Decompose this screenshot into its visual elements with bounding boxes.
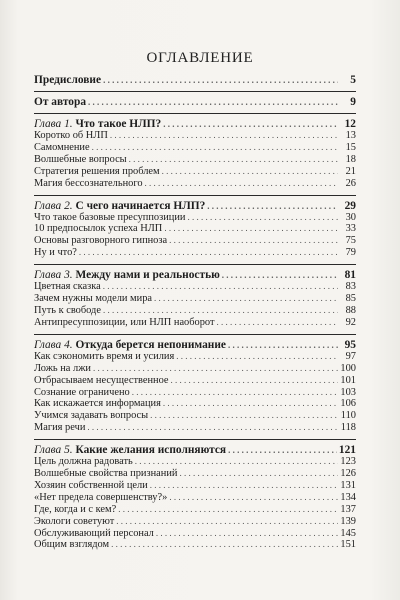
chapter-title: С чего начинается НЛП? [75,199,206,212]
dot-leader [135,456,338,468]
toc-subentry [34,539,356,551]
toc-page-number: 100 [340,362,356,374]
toc-entry-label: Учимся задавать вопросы [34,410,149,422]
toc-page-number: 79 [345,247,356,259]
toc-entry-label: Коротко об НЛП [34,130,108,141]
dot-leader [156,528,338,540]
section-divider [34,195,356,196]
toc-chapter-entry [34,269,356,281]
dot-leader [111,539,338,551]
toc-subentry [34,212,356,224]
toc-subentry [34,528,356,540]
dot-leader [228,444,337,456]
section-divider [34,113,356,114]
toc-subentry [34,504,356,516]
toc-subentry [34,235,356,247]
dot-leader [118,504,338,516]
toc-page-number: 92 [345,316,356,328]
toc-entry-label: Обслуживающий персонал [34,527,154,539]
dot-leader [179,468,338,480]
toc-page-number: 151 [340,539,356,551]
toc-entry-label [34,118,161,130]
toc-entry-label: Предисловие [34,74,102,86]
dot-leader [87,422,338,434]
toc-page-number: 97 [345,350,356,362]
toc-entry-label: Магия речи [34,422,86,434]
toc-subentry [34,398,356,410]
toc-subentry [34,456,356,468]
section-divider [34,334,356,335]
dot-leader [129,154,338,166]
toc-page-number: 9 [350,96,356,108]
dot-leader [228,339,338,351]
dot-leader [169,492,338,504]
toc-entry-label: От автора [34,96,87,108]
dot-leader [207,200,338,212]
toc-entry-label: Отбрасываем несущественное [34,374,169,386]
chapter-title: Какие желания исполняются [75,444,227,457]
toc-entry-label: Как искажается информация [34,398,161,410]
toc-page-number: 85 [345,293,356,305]
toc-entry-label: Волшебные свойства признаний [34,468,178,480]
toc-page-number: 121 [338,444,356,457]
toc-page-number: 29 [344,199,356,212]
toc-subentry [34,480,356,492]
toc-subentry [34,154,356,166]
toc-page-number: 106 [340,398,356,410]
toc-entry-label: Общим взглядом [34,539,110,551]
toc-page-number: 118 [340,422,356,434]
dot-leader [163,118,338,130]
toc-chapter-entry [34,339,356,351]
toc-entry-label: Самомнение [34,141,90,153]
dot-leader [176,351,338,363]
dot-leader [164,223,338,235]
toc-entry-label: Экологи советуют [34,515,115,527]
toc-entry-label: Хозяин собственной цели [34,479,148,491]
toc-page-number: 83 [345,281,356,293]
toc-subentry [34,492,356,504]
dot-leader [132,387,338,399]
dot-leader [103,281,338,293]
toc-subentry [34,178,356,190]
toc-page-number: 103 [340,386,356,398]
section-divider [34,91,356,92]
dot-leader [92,142,338,154]
toc-page-number: 123 [340,456,356,468]
toc-section-entry [34,74,356,86]
toc-entry-label: Ложь на лжи [34,362,91,374]
toc-page-number: 75 [345,235,356,247]
dot-leader [79,247,338,259]
dot-leader [163,398,338,410]
toc-page-number: 95 [344,338,356,351]
chapter-number: Глава 2. [34,199,73,212]
toc-chapter-entry [34,200,356,212]
toc-entry-label: Цветная сказка [34,281,101,293]
toc-section-entry [34,96,356,108]
chapter-title: Что такое НЛП? [75,118,162,130]
toc-page-number: 110 [340,410,356,422]
toc-entry-label: Ну и что? [34,247,77,259]
chapter-number: Глава 1. [34,118,73,130]
toc-entry-label [34,269,220,281]
toc-page-number: 139 [340,515,356,527]
toc-page-number: 88 [345,304,356,316]
toc-subentry [34,293,356,305]
dot-leader [187,212,338,224]
toc-subentry [34,363,356,375]
chapter-number: Глава 5. [34,444,73,457]
toc-page-number: 137 [340,503,356,515]
toc-entry-label: Волшебные вопросы [34,153,127,165]
toc-subentry [34,516,356,528]
toc-page-number: 131 [340,479,356,491]
toc-page-number: 5 [350,74,356,86]
toc-page-number: 126 [340,468,356,480]
toc-page-number: 15 [345,141,356,153]
dot-leader [162,166,338,178]
toc-subentry [34,387,356,399]
dot-leader [150,480,338,492]
toc-subentry [34,142,356,154]
toc-page-number: 30 [345,211,356,223]
toc-entry-label: Путь к свободе [34,304,101,316]
toc-page-number: 26 [345,177,356,189]
toc-page-number: 13 [345,130,356,141]
chapter-title: Откуда берется непонимание [75,338,226,351]
dot-leader [222,269,338,281]
dot-leader [103,305,338,317]
toc-subentry [34,247,356,259]
toc-subentry [34,223,356,235]
dot-leader [171,375,338,387]
toc-subentry [34,468,356,480]
chapter-number: Глава 3. [34,269,73,282]
toc-page-number: 145 [340,527,356,539]
toc-page-number: 101 [340,374,356,386]
toc-entry-label: Основы разговорного гипноза [34,235,168,247]
toc-entry-label: Сознание ограничено [34,386,130,398]
toc-entry-label [34,339,226,351]
toc-entry-label [34,444,226,456]
toc-entry-label: Зачем нужны модели мира [34,293,153,305]
chapter-title: Между нами и реальностью [75,269,220,282]
toc-page-number: 18 [345,153,356,165]
toc-entry-label: 10 предпосылок успеха НЛП [34,223,163,235]
dot-leader [103,74,338,86]
dot-leader [217,317,338,329]
dot-leader [154,293,338,305]
dot-leader [169,235,338,247]
toc-subentry [34,375,356,387]
toc-subentry [34,410,356,422]
toc-page-number: 33 [345,223,356,235]
toc-subentry [34,166,356,178]
toc-entry-label: Антипресуппозиции, или НЛП наоборот [34,316,215,328]
dot-leader [150,410,338,422]
dot-leader [88,96,338,108]
toc-subentry [34,317,356,329]
section-divider [34,264,356,265]
chapter-number: Глава 4. [34,338,73,351]
toc-entry-label: «Нет предела совершенству?» [34,491,168,503]
toc-entry-label: Стратегия решения проблем [34,165,160,177]
toc-subentry [34,422,356,434]
toc-entry-label: Как сэкономить время и усилия [34,350,175,362]
toc-subentry [34,130,356,142]
toc-page-number: 134 [340,491,356,503]
table-of-contents [34,74,356,551]
toc-entry-label: Что такое базовые пресуппозиции [34,211,186,223]
dot-leader [93,363,338,375]
toc-subentry [34,305,356,317]
toc-chapter-entry [34,444,356,456]
dot-leader [110,130,338,142]
dot-leader [116,516,338,528]
toc-entry-label: Магия бессознательного [34,177,143,189]
section-divider [34,439,356,440]
toc-subentry [34,281,356,293]
toc-title: ОГЛАВЛЕНИЕ [146,50,254,66]
toc-page-number: 21 [345,165,356,177]
toc-subentry [34,351,356,363]
toc-page-number: 81 [344,269,356,282]
toc-entry-label [34,200,205,212]
toc-chapter-entry [34,118,356,130]
toc-entry-label: Цель должна радовать [34,456,133,468]
toc-entry-label: Где, когда и с кем? [34,503,117,515]
toc-page-number: 12 [344,118,356,130]
dot-leader [145,178,338,190]
